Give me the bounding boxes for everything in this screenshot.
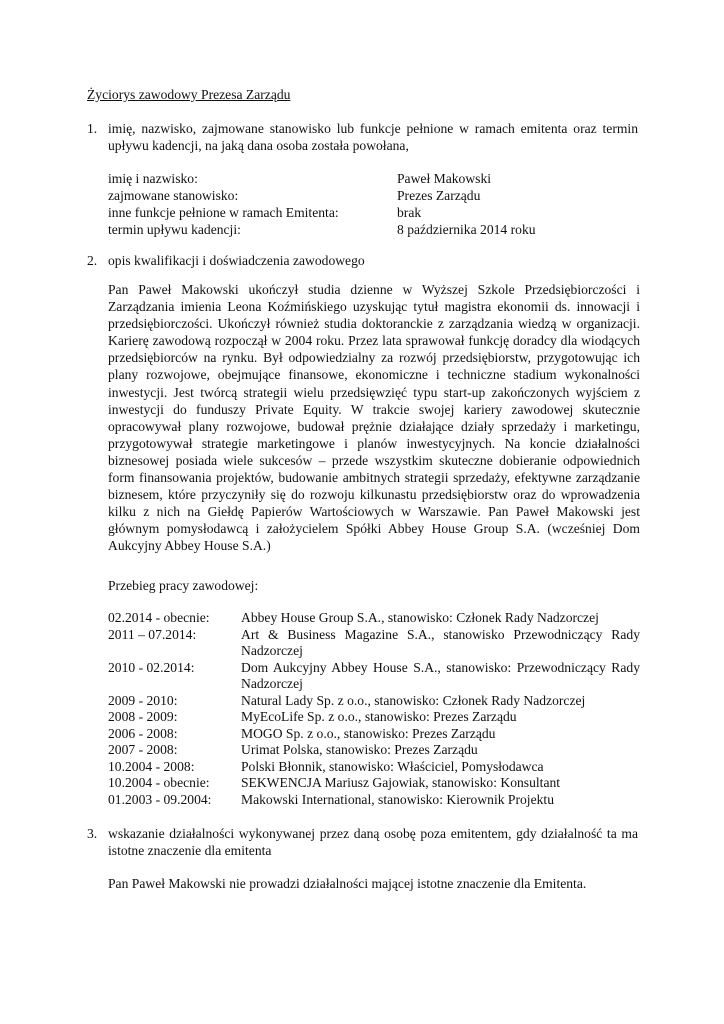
history-description: Natural Lady Sp. z o.o., stanowisko: Członek Rady Nadzorczej [241,692,586,708]
personal-info-table [108,170,608,238]
info-value: brak [397,205,422,220]
section-3-number: 3. [87,826,98,841]
history-entry [108,660,640,693]
history-date: 2011 – 07.2014: [108,626,197,642]
history-date: 01.2003 - 09.2004: [108,791,212,807]
history-entry [108,627,640,660]
info-row [108,204,608,221]
history-description: Urimat Polska, stanowisko: Prezes Zarządu [241,742,478,757]
info-value: 8 października 2014 roku [397,222,536,237]
section-3-statement: Pan Paweł Makowski nie prowadzi działalności mającej istotne znaczenie dla Emitenta. [108,876,587,891]
document-title: Życiorys zawodowy Prezesa Zarządu [87,87,291,102]
history-date: 2010 - 02.2014: [108,659,195,675]
work-history-label: Przebieg pracy zawodowej: [108,578,259,593]
info-row [108,221,608,238]
history-date: 10.2004 - 2008: [108,758,195,774]
info-label: termin upływu kadencji: [108,222,241,237]
history-entry [108,759,640,776]
info-row [108,170,608,187]
history-date: 2006 - 2008: [108,725,178,741]
history-entry [108,709,640,726]
history-description: MyEcoLife Sp. z o.o., stanowisko: Prezes Zarządu [241,709,517,724]
section-2-heading: opis kwalifikacji i doświadczenia zawodowego [108,253,365,268]
section-1-number: 1. [87,121,98,136]
history-description: Abbey House Group S.A., stanowisko: Członek Rady Nadzorczej [241,610,599,625]
history-description: SEKWENCJA Mariusz Gajowiak, stanowisko: Konsultant [241,775,561,790]
history-date: 2007 - 2008: [108,742,178,757]
section-3-heading: wskazanie działalności wykonywanej przez daną osobę poza emitentem, gdy działalność ta ma istotne znaczenie dla emitenta [108,826,638,858]
history-entry [108,693,640,710]
info-label: inne funkcje pełnione w ramach Emitenta: [108,205,339,220]
history-description: Art & Business Magazine S.A., stanowisko Przewodniczący Rady Nadzorczej [241,626,640,658]
history-date: 10.2004 - obecnie: [108,775,210,790]
info-row [108,187,608,204]
history-date: 2009 - 2010: [108,692,178,708]
history-entry [108,742,640,759]
history-description: Polski Błonnik, stanowisko: Właściciel, Pomysłodawca [241,758,544,774]
history-entry [108,610,640,627]
biography-paragraph: Pan Paweł Makowski ukończył studia dzienne w Wyższej Szkole Przedsiębiorczości i Zarządzania imienia Leona Koźmińskiego uzyskując tytuł magistra ekonomii ds. innowacji i przedsiębiorczości. Ukończył również studia doktoranckie z zarządzania wiedzą w organizacji. Karierę zawodową rozpoczął w 2004 roku. Przez lata sprawował funkcję doradcy dla wiodących przedsiębiorców na rynku. Był odpowiedzialny za rozwój przedsiębiorstw, przygotowując ich plany rozwojowe, obejmujące finansowe, ekonomiczne i techniczne stadium wykonalności inwestycji. Jest twórcą strategii wielu przedsięwzięć typu start-up zakończonych wyjściem z inwestycji do funduszy Private Equity. W trakcie swojej kariery zawodowej skutecznie opracowywał plany rozwojowe, budował prężnie działające działy sprzedaży i marketingu, przygotowywał strategie marketingowe i planów inwestycyjnych. Na koncie działalności biznesowej posiada wiele sukcesów – przede wszystkim skuteczne dobieranie odpowiednich form finansowania projektów, budowanie ambitnych strategii sprzedaży, efektywne zarządzanie biznesem, które przyczyniły się do rozwoju kilkunastu przedsiębiorstw oraz do wprowadzenia kilku z nich na Giełdę Papierów Wartościowych w Warszawie. Pan Paweł Makowski jest głównym pomysłodawcą i założycielem Spółki Abbey House Group S.A. (wcześniej Dom Aukcyjny Abbey House S.A.) [108,282,640,554]
info-label: zajmowane stanowisko: [108,188,239,203]
info-value: Paweł Makowski [397,171,492,186]
history-entry [108,792,640,809]
work-history-list [108,610,640,808]
history-date: 2008 - 2009: [108,709,178,724]
history-date: 02.2014 - obecnie: [108,610,210,625]
section-1-heading: imię, nazwisko, zajmowane stanowisko lub funkcje pełnione w ramach emitenta oraz termin upływu kadencji, na jaką dana osoba została powołana, [108,121,638,153]
section-2-number: 2. [87,253,98,268]
history-entry [108,775,640,792]
info-value: Prezes Zarządu [397,188,481,203]
history-description: MOGO Sp. z o.o., stanowisko: Prezes Zarządu [241,725,496,741]
info-label: imię i nazwisko: [108,171,198,186]
history-description: Makowski International, stanowisko: Kierownik Projektu [241,791,554,807]
history-description: Dom Aukcyjny Abbey House S.A., stanowisko: Przewodniczący Rady Nadzorczej [241,659,640,691]
history-entry [108,726,640,743]
